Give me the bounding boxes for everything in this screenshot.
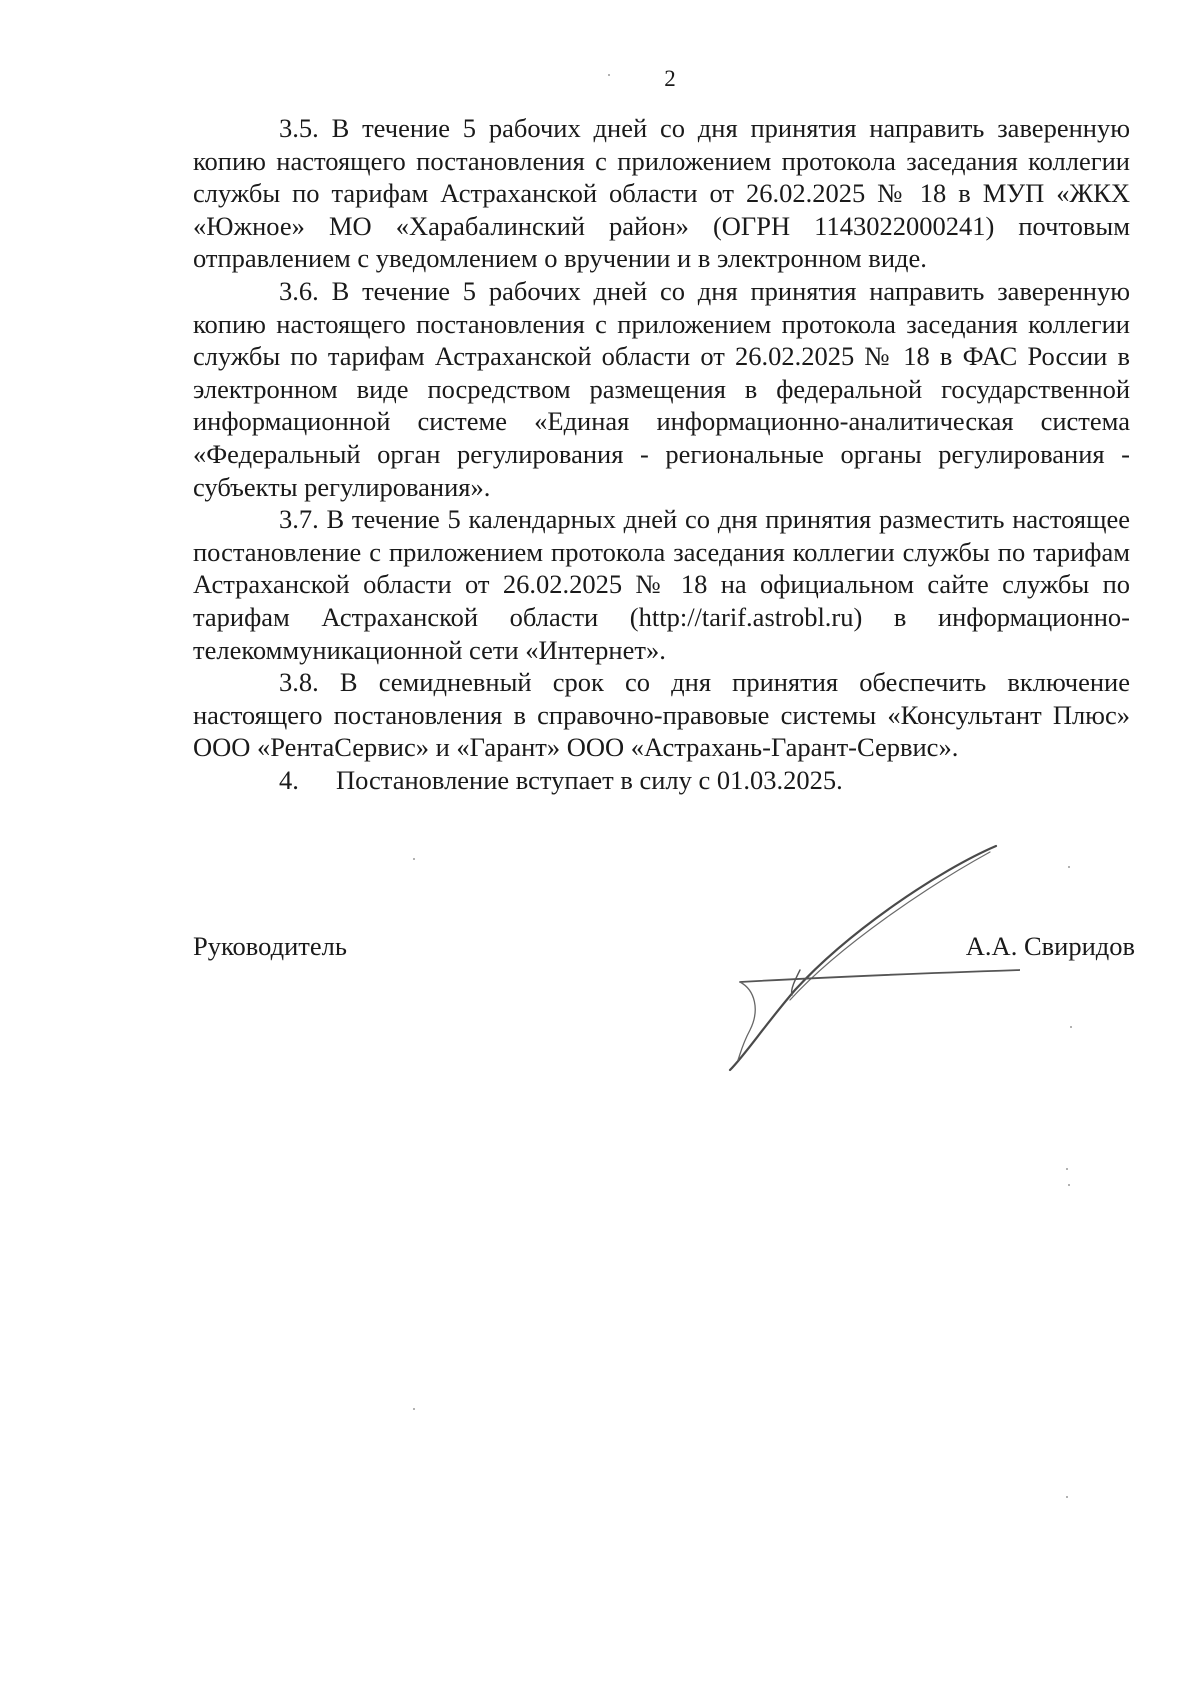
scan-speck: [608, 74, 610, 76]
scan-speck: [1066, 1496, 1068, 1498]
signatory-title: Руководитель: [193, 931, 347, 961]
paragraph-3-7: 3.7. В течение 5 календарных дней со дня принятия разместить настоящее постановление с приложением протокола заседания коллегии службы по тарифам Астраханской области от 26.02.2025 № 18 на официальном сайте службы по тарифам Астраханской области (http://tarif.astrobl.ru) в информационно-телекоммуникационной сети «Интернет».: [193, 504, 1130, 665]
scan-speck: [1070, 1026, 1072, 1028]
scan-speck: [1068, 866, 1070, 868]
item-number: 4.: [279, 764, 299, 795]
scan-speck: [1068, 1184, 1070, 1186]
scan-speck: [1066, 1168, 1068, 1170]
item-text: Постановление вступает в силу с 01.03.2025.: [336, 764, 843, 795]
signatory-name: А.А. Свиридов: [965, 931, 1135, 961]
paragraph-3-8: 3.8. В семидневный срок со дня принятия обеспечить включение настоящего постановления в справочно-правовые системы «Консультант Плюс» ООО «РентаСервис» и «Гарант» ООО «Астрахань-Гарант-Сервис».: [193, 667, 1130, 763]
scan-speck: [413, 1408, 415, 1410]
page-number: 2: [664, 66, 676, 91]
scan-speck: [413, 858, 415, 860]
paragraph-3-6: 3.6. В течение 5 рабочих дней со дня принятия направить заверенную копию настоящего постановления с приложением протокола заседания коллегии службы по тарифам Астраханской области от 26.02.2025 № 18 в ФАС России в электронном виде посредством размещения в федеральной государственной информационной системе «Единая информационно-аналитическая система «Федеральный орган регулирования - региональные органы регулирования - субъекты регулирования».: [193, 275, 1130, 502]
paragraph-4: [193, 764, 1130, 797]
signature-block: [193, 930, 1135, 970]
paragraph-3-5: 3.5. В течение 5 рабочих дней со дня принятия направить заверенную копию настоящего постановления с приложением протокола заседания коллегии службы по тарифам Астраханской области от 26.02.2025 № 18 в МУП «ЖКХ «Южное» МО «Харабалинский район» (ОГРН 1143022000241) почтовым отправлением с уведомлением о вручении и в электронном виде.: [193, 113, 1130, 274]
document-body: [193, 112, 1130, 796]
